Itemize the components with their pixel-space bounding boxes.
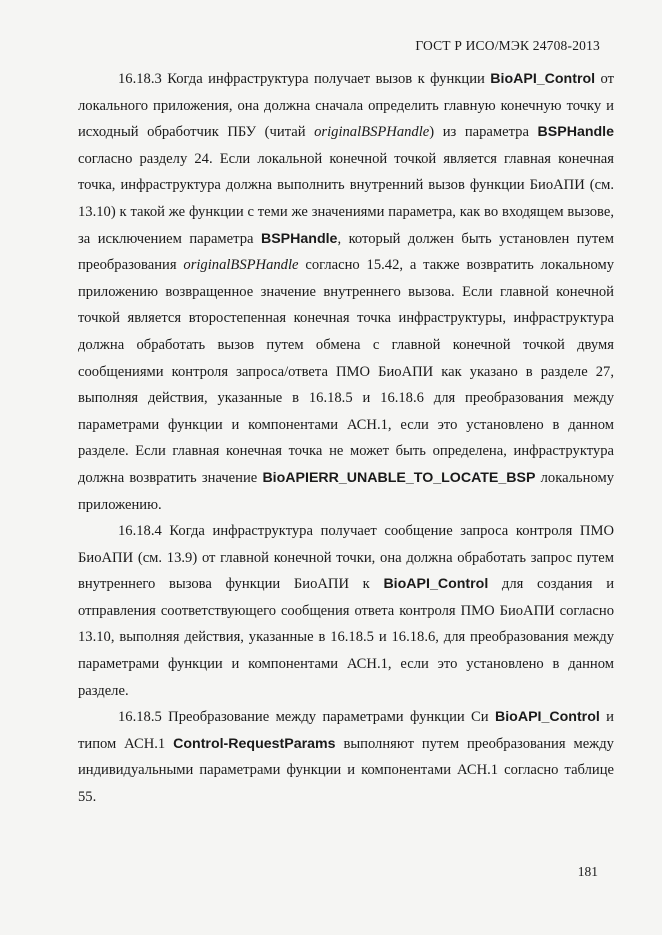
code-identifier: BioAPIERR_UNABLE_TO_LOCATE_BSP bbox=[262, 469, 536, 486]
text-segment: локальному приложению. bbox=[78, 469, 614, 513]
code-identifier: BSPHandle bbox=[537, 124, 615, 141]
paragraph-16-18-5 bbox=[78, 704, 614, 810]
text-segment: согласно 15.42, а также возвратить локальному приложению возвращенное значение внутреннего вызова. Если главной конечной точкой является второстепенная конечная точка инфраструктуры, инфраструктура должна обработать вызов путем обмена с главной конечной точкой двумя сообщениями контроля запроса/ответа ПМО БиоАПИ как указано в разделе 27, выполняя действия, указанные в 16.18.5 и 16.18.6 для преобразования между параметрами функции и компонентами АСН.1, если это установлено в данном разделе. Если главная конечная точка не может быть определена, инфраструктура должна возвратить значение bbox=[78, 257, 614, 486]
italic-term: originalBSPHandle bbox=[183, 257, 299, 274]
italic-term: originalBSPHandle bbox=[314, 124, 430, 141]
text-segment: 16.18.4 Когда инфраструктура получает сообщение запроса контроля ПМО БиоАПИ (см. 13.9) от главной конечной точки, она должна обработать запрос путем внутреннего вызова функции БиоАПИ к bbox=[78, 523, 614, 593]
text-segment: 16.18.3 Когда инфраструктура получает вызов к функции bbox=[118, 71, 491, 87]
page-header: ГОСТ Р ИСО/МЭК 24708-2013 bbox=[415, 38, 600, 53]
document-body bbox=[78, 66, 614, 811]
code-identifier: BSPHandle bbox=[260, 230, 338, 247]
text-segment: согласно разделу 24. Если локальной конечной точкой является главная конечная точка, инфраструктура должна выполнить внутренний вызов функции БиоАПИ (см. 13.10) к такой же функции с теми же значениями параметра, как во входящем вызове, за исключением параметра bbox=[78, 150, 614, 247]
text-segment: ) из параметра bbox=[429, 124, 538, 141]
text-segment: 16.18.5 Преобразование между параметрами функции Си bbox=[118, 709, 495, 726]
code-identifier: Control-RequestParams bbox=[173, 735, 336, 752]
text-segment: от локального приложения, она должна сначала определить главную конечную точку и исходный обработчик ПБУ (читай bbox=[78, 71, 614, 141]
text-segment: и типом АСН.1 bbox=[78, 709, 614, 752]
paragraph-16-18-3 bbox=[78, 66, 614, 518]
text-segment: для создания и отправления соответствующего сообщения ответа контроля ПМО БиоАПИ согласно 13.10, выполняя действия, указанные в 16.18.5 и 16.18.6, для преобразования между параметрами функции и компонентами АСН.1, если это установлено в данном разделе. bbox=[78, 576, 614, 699]
text-segment: выполняют путем преобразования между индивидуальными параметрами функции и компонентами АСН.1 согласно таблице 55. bbox=[78, 735, 614, 806]
page-number: 181 bbox=[577, 864, 598, 879]
paragraph-16-18-4 bbox=[78, 518, 614, 704]
text-segment: , который должен быть установлен путем преобразования bbox=[78, 230, 615, 274]
code-identifier: BioAPI_Control bbox=[383, 576, 489, 593]
code-identifier: BioAPI_Control bbox=[490, 71, 596, 87]
code-identifier: BioAPI_Control bbox=[494, 709, 600, 726]
